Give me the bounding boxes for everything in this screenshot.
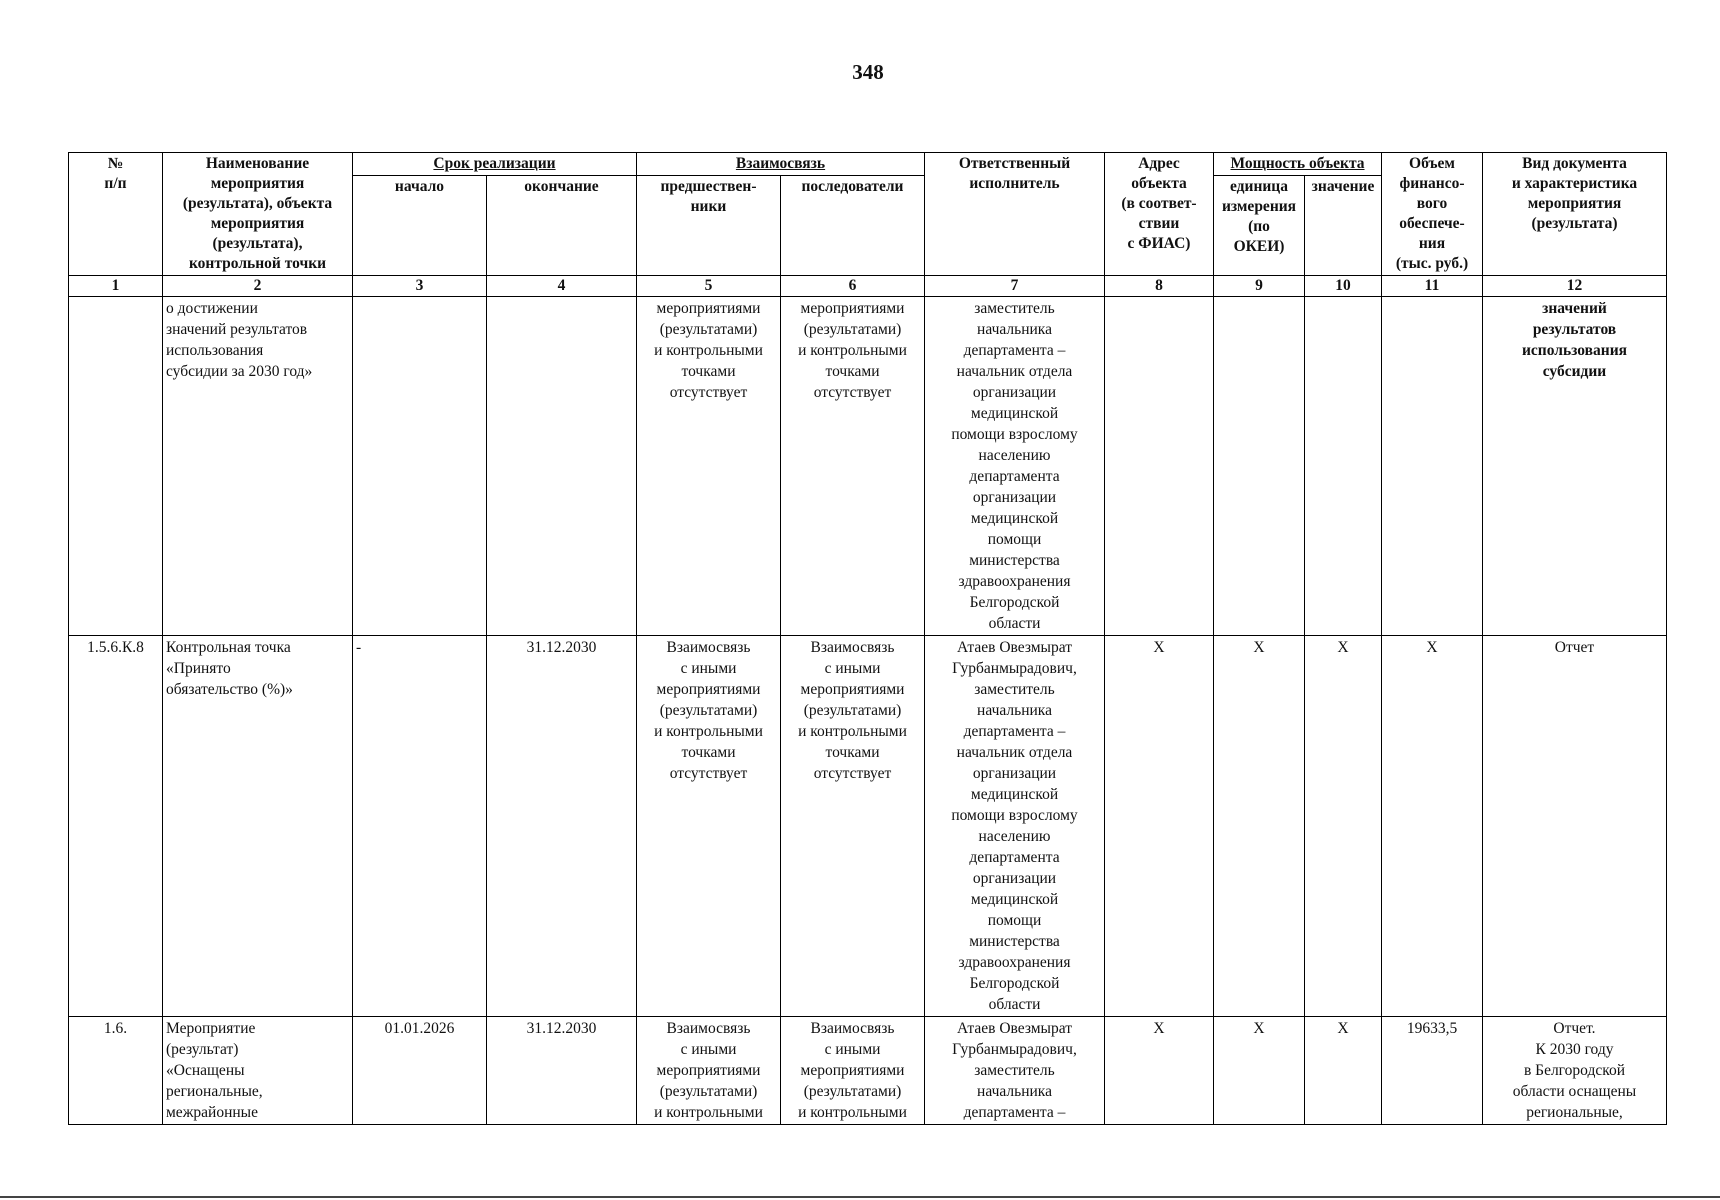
cell-value: Х bbox=[1305, 636, 1382, 1017]
cell-address: Х bbox=[1105, 1017, 1214, 1125]
table-body bbox=[69, 297, 1667, 1125]
cell-predecessors: Взаимосвязь с иными мероприятиями (результатами) и контрольными точками отсутствует bbox=[637, 636, 781, 1017]
column-number: 12 bbox=[1483, 276, 1667, 297]
header-unit: единица измерения (по ОКЕИ) bbox=[1214, 176, 1305, 276]
cell-address: Х bbox=[1105, 636, 1214, 1017]
cell-document-type: Отчет. К 2030 году в Белгородской области оснащены региональные, bbox=[1483, 1017, 1667, 1125]
cell-start bbox=[353, 297, 487, 636]
table-row bbox=[69, 1017, 1667, 1125]
column-number: 11 bbox=[1382, 276, 1483, 297]
header-name: Наименование мероприятия (результата), объекта мероприятия (результата), контрольной точки bbox=[163, 153, 353, 276]
header-financing: Объем финансо- вого обеспече- ния (тыс. руб.) bbox=[1382, 153, 1483, 276]
cell-predecessors: мероприятиями (результатами) и контрольными точками отсутствует bbox=[637, 297, 781, 636]
cell-unit: Х bbox=[1214, 636, 1305, 1017]
header-end: окончание bbox=[487, 176, 637, 276]
cell-financing: Х bbox=[1382, 636, 1483, 1017]
cell-address bbox=[1105, 297, 1214, 636]
cell-value bbox=[1305, 297, 1382, 636]
table-header bbox=[69, 153, 1667, 297]
cell-end bbox=[487, 297, 637, 636]
header-address: Адрес объекта (в соответ- ствии с ФИАС) bbox=[1105, 153, 1214, 276]
cell-value: Х bbox=[1305, 1017, 1382, 1125]
page-number: 348 bbox=[852, 60, 884, 84]
header-capacity: Мощность объекта bbox=[1214, 153, 1382, 176]
header-number: № п/п bbox=[69, 153, 163, 276]
cell-successors: Взаимосвязь с иными мероприятиями (результатами) и контрольными bbox=[781, 1017, 925, 1125]
header-responsible: Ответственный исполнитель bbox=[925, 153, 1105, 276]
cell-start: - bbox=[353, 636, 487, 1017]
cell-end: 31.12.2030 bbox=[487, 1017, 637, 1125]
cell-predecessors: Взаимосвязь с иными мероприятиями (результатами) и контрольными bbox=[637, 1017, 781, 1125]
cell-start: 01.01.2026 bbox=[353, 1017, 487, 1125]
cell-unit bbox=[1214, 297, 1305, 636]
header-srok: Срок реализации bbox=[353, 153, 637, 176]
cell-number: 1.6. bbox=[69, 1017, 163, 1125]
column-numbers-row bbox=[69, 276, 1667, 297]
column-number: 3 bbox=[353, 276, 487, 297]
column-number: 2 bbox=[163, 276, 353, 297]
cell-document-type: значений результатов использования субсидии bbox=[1483, 297, 1667, 636]
cell-successors: мероприятиями (результатами) и контрольными точками отсутствует bbox=[781, 297, 925, 636]
table-row bbox=[69, 297, 1667, 636]
table-row bbox=[69, 636, 1667, 1017]
column-number: 6 bbox=[781, 276, 925, 297]
cell-financing: 19633,5 bbox=[1382, 1017, 1483, 1125]
column-number: 9 bbox=[1214, 276, 1305, 297]
cell-responsible: заместитель начальника департамента – начальник отдела организации медицинской помощи взрослому населению департамента организации медицинской помощи министерства здравоохранения Белгородской области bbox=[925, 297, 1105, 636]
cell-financing bbox=[1382, 297, 1483, 636]
program-table bbox=[68, 152, 1667, 1125]
column-number: 1 bbox=[69, 276, 163, 297]
cell-end: 31.12.2030 bbox=[487, 636, 637, 1017]
column-number: 5 bbox=[637, 276, 781, 297]
header-vzaimosvyaz: Взаимосвязь bbox=[637, 153, 925, 176]
header-document-type: Вид документа и характеристика мероприятия (результата) bbox=[1483, 153, 1667, 276]
cell-unit: Х bbox=[1214, 1017, 1305, 1125]
column-number: 7 bbox=[925, 276, 1105, 297]
header-successors: последователи bbox=[781, 176, 925, 276]
cell-responsible: Атаев Овезмырат Гурбанмырадович, заместитель начальника департамента – начальник отдела организации медицинской помощи взрослому населению департамента организации медицинской помощи министерства здравоохранения Белгородской области bbox=[925, 636, 1105, 1017]
cell-responsible: Атаев Овезмырат Гурбанмырадович, заместитель начальника департамента – bbox=[925, 1017, 1105, 1125]
header-row-1 bbox=[69, 153, 1667, 176]
column-number: 10 bbox=[1305, 276, 1382, 297]
page-bottom-edge bbox=[0, 1196, 1720, 1198]
column-number: 8 bbox=[1105, 276, 1214, 297]
cell-document-type: Отчет bbox=[1483, 636, 1667, 1017]
header-predecessors: предшествен- ники bbox=[637, 176, 781, 276]
cell-name: Контрольная точка «Принято обязательство (%)» bbox=[163, 636, 353, 1017]
cell-successors: Взаимосвязь с иными мероприятиями (результатами) и контрольными точками отсутствует bbox=[781, 636, 925, 1017]
cell-number: 1.5.6.К.8 bbox=[69, 636, 163, 1017]
cell-name: о достижении значений результатов использования субсидии за 2030 год» bbox=[163, 297, 353, 636]
header-value: значение bbox=[1305, 176, 1382, 276]
cell-number bbox=[69, 297, 163, 636]
column-number: 4 bbox=[487, 276, 637, 297]
header-start: начало bbox=[353, 176, 487, 276]
cell-name: Мероприятие (результат) «Оснащены региональные, межрайонные bbox=[163, 1017, 353, 1125]
